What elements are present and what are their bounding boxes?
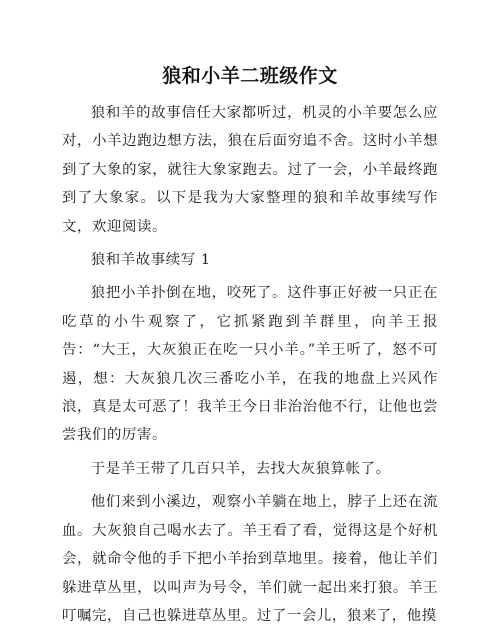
article-body (62, 99, 438, 630)
story-paragraph-2: 于是羊王带了几百只羊，去找大灰狼算帐了。 (90, 460, 391, 477)
story-paragraph-1: 狼把小羊扑倒在地，咬死了。这件事正好被一只正在吃草的小牛观察了，它抓紧跑到羊群里，向羊王报告：“大王，大灰狼正在吃一只小羊。”羊王听了，怒不可遏，想：大灰狼几次三番吃小羊，在我的地盘上兴风作浪，真是太可恶了！我羊王今日非治治他不行，让他也尝尝我们的厉害。 (62, 285, 438, 444)
story-paragraph-3: 他们来到小溪边，观察小羊躺在地上，脖子上还在流血。大灰狼自己喝水去了。羊王看了看，觉得这是个好机会，就命令他的手下把小羊抬到草地里。接着，他让羊们躲进草丛里，以叫声为号令，羊们就一起出来打狼。羊王叮嘱完，自己也躲进草丛里。过了一会儿，狼来了，他摸 (62, 494, 438, 624)
section-heading: 狼和羊故事续写 1 (90, 252, 211, 269)
intro-paragraph: 狼和羊的故事信任大家都听过，机灵的小羊要怎么应对，小羊边跑边想方法，狼在后面穷追不舍。这时小羊想到了大象的家，就往大象家跑去。过了一会，小羊最终跑到了大象家。以下是我为大家整理的狼和羊故事续写作文，欢迎阅读。 (62, 105, 438, 235)
document-title: 狼和小羊二班级作文 (162, 65, 338, 87)
